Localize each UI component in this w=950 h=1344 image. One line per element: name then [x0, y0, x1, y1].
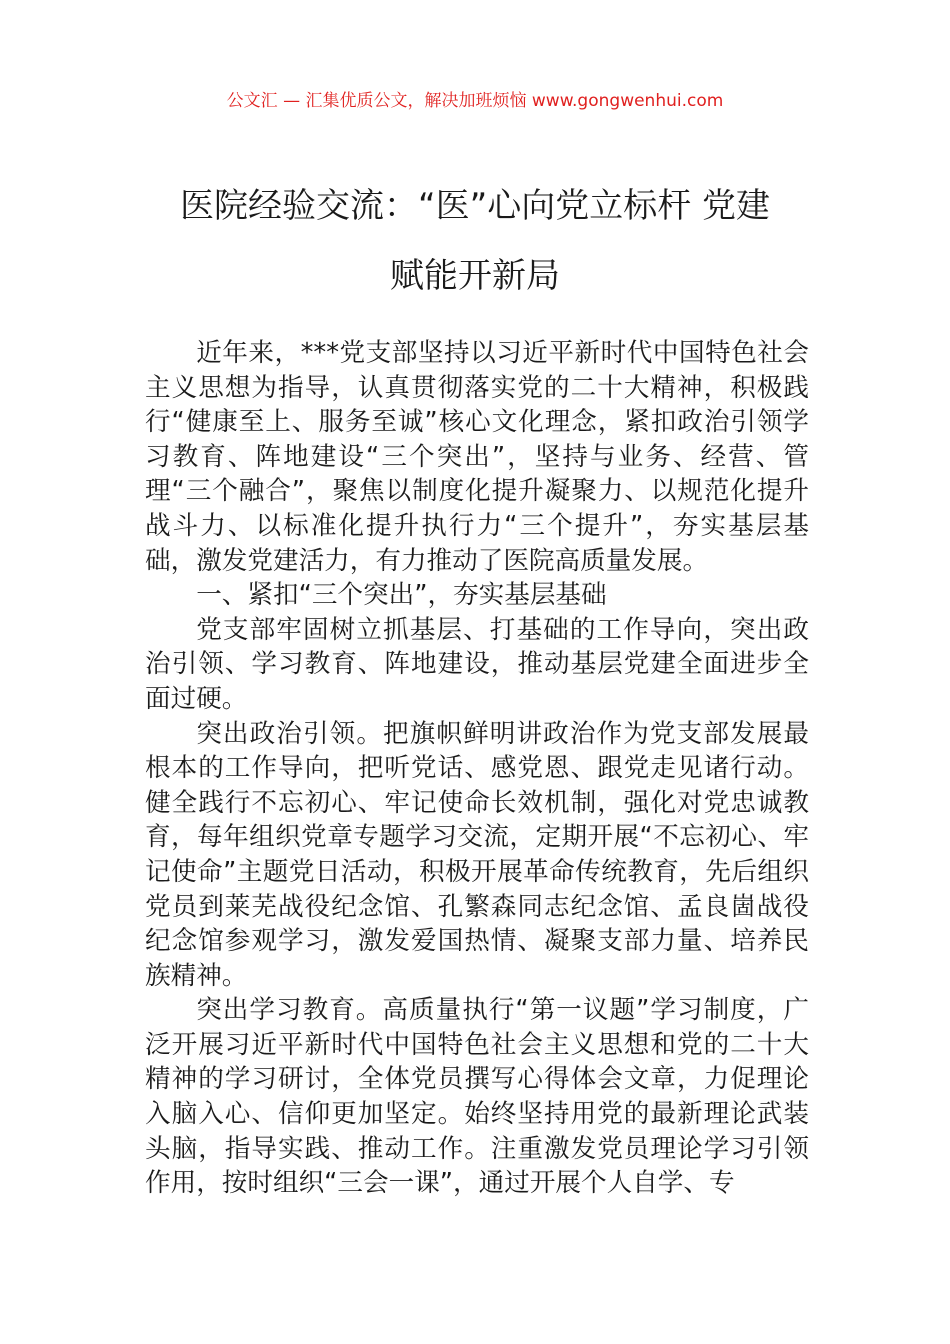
document-title-line-1: 医院经验交流：“医”心向党立标杆 党建 [179, 186, 771, 226]
paragraph-section-1-intro: 党支部牢固树立抓基层、打基础的工作导向，突出政治引领、学习教育、阵地建设，推动基层党建全面进步全面过硬。 [145, 614, 809, 714]
document-body [145, 336, 809, 1201]
paragraph-intro: 近年来，***党支部坚持以习近平新时代中国特色社会主义思想为指导，认真贯彻落实党的二十大精神，积极践行“健康至上、服务至诚”核心文化理念，紧扣政治引领学习教育、阵地建设“三个突出”，坚持与业务、经营、管理“三个融合”，聚焦以制度化提升凝聚力、以规范化提升战斗力、以标准化提升执行力“三个提升”，夯实基层基础，激发党建活力，有力推动了医院高质量发展。 [145, 338, 809, 576]
header-banner: 公文汇 — 汇集优质公文，解决加班烦恼 www.gongwenhui.com [226, 91, 724, 111]
document-title-line-2: 赋能开新局 [390, 256, 560, 296]
paragraph-study-education: 突出学习教育。高质量执行“第一议题”学习制度，广泛开展习近平新时代中国特色社会主义思想和党的二十大精神的学习研讨，全体党员撰写心得体会文章，力促理论入脑入心、信仰更加坚定。始终坚持用党的最新理论武装头脑，指导实践、推动工作。注重激发党员理论学习引领作用，按时组织“三会一课”，通过开展个人自学、专 [145, 995, 809, 1199]
section-heading-1: 一、紧扣“三个突出”，夯实基层基础 [196, 580, 607, 611]
paragraph-political-leadership: 突出政治引领。把旗帜鲜明讲政治作为党支部发展最根本的工作导向，把听党话、感党恩、跟党走见诸行动。健全践行不忘初心、牢记使命长效机制，强化对党忠诚教育，每年组织党章专题学习交流，定期开展“不忘初心、牢记使命”主题党日活动，积极开展革命传统教育，先后组织党员到莱芜战役纪念馆、孔繁森同志纪念馆、孟良崮战役纪念馆参观学习，激发爱国热情、凝聚支部力量、培养民族精神。 [145, 718, 809, 991]
